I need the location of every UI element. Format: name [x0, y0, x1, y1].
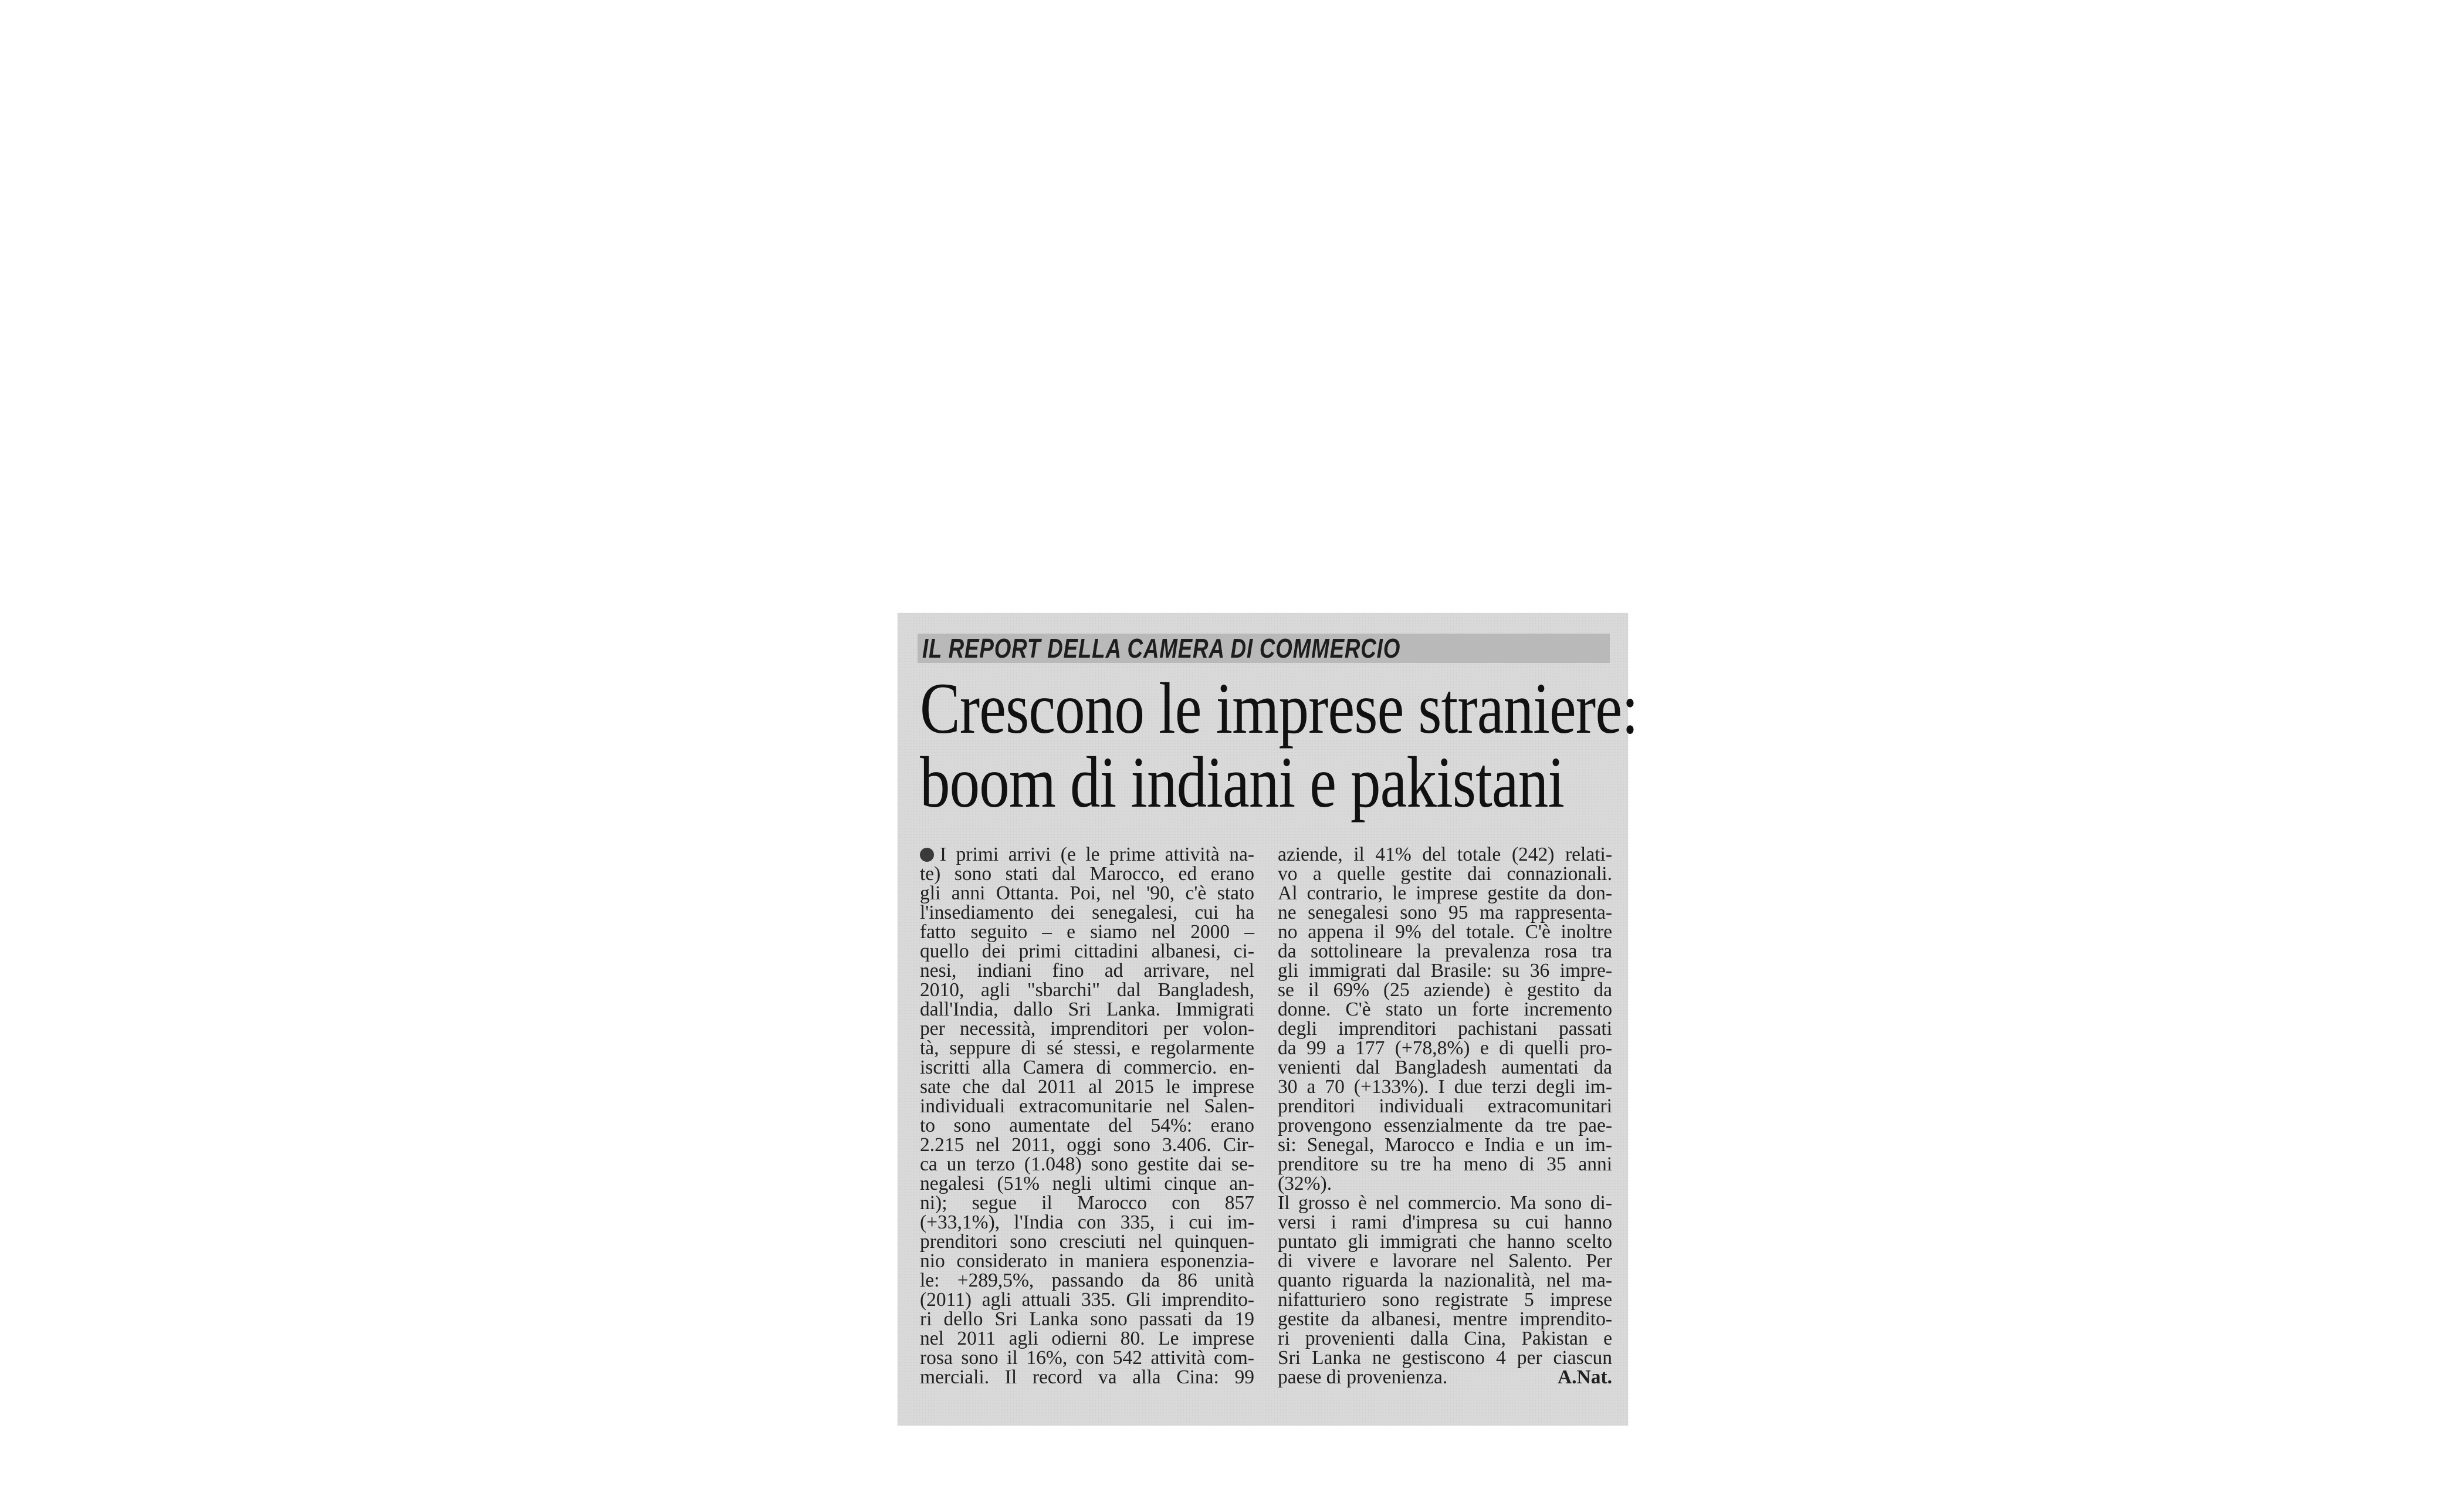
text-line: se il 69% (25 aziende) è gestito da — [1278, 979, 1612, 1001]
newspaper-clipping — [898, 613, 1638, 1426]
headline — [920, 668, 1785, 823]
text-line: Sri Lanka ne gestiscono 4 per ciascun — [1278, 1347, 1612, 1369]
text-line: individuali extracomunitarie nel Salen- — [920, 1095, 1254, 1117]
text-line: nel 2011 agli odierni 80. Le imprese — [920, 1328, 1254, 1349]
text-line: degli imprenditori pachistani passati — [1278, 1018, 1612, 1040]
text-line: no appena il 9% del totale. C'è inoltre — [1278, 921, 1612, 943]
text-line: nifatturiero sono registrate 5 imprese — [1278, 1289, 1612, 1311]
text-line: 2010, agli "sbarchi" dal Bangladesh, — [920, 979, 1254, 1001]
text-line: prenditori sono cresciuti nel quinquen- — [920, 1231, 1254, 1253]
text-line: iscritti alla Camera di commercio. en- — [920, 1057, 1254, 1078]
text-line: fatto seguito – e siamo nel 2000 – — [920, 921, 1254, 943]
text-line: merciali. Il record va alla Cina: 99 — [920, 1366, 1254, 1388]
text-line: prenditore su tre ha meno di 35 anni — [1278, 1153, 1612, 1175]
headline-line: boom di indiani e pakistani — [920, 742, 1565, 823]
headline-line: Crescono le imprese straniere: — [920, 668, 1638, 749]
text-line: 30 a 70 (+133%). I due terzi degli im- — [1278, 1076, 1612, 1098]
kicker-text: IL REPORT DELLA CAMERA DI COMMERCIO — [922, 633, 1401, 664]
text-line: I primi arrivi (e le prime attività na- — [920, 845, 1254, 864]
text-line: paese di provenienza. A.Nat. — [1278, 1366, 1612, 1388]
text-line: Il grosso è nel commercio. Ma sono di- — [1278, 1192, 1612, 1214]
text-line: di vivere e lavorare nel Salento. Per — [1278, 1250, 1612, 1272]
text-line: donne. C'è stato un forte incremento — [1278, 999, 1612, 1020]
text-line: (+33,1%), l'India con 335, i cui im- — [920, 1211, 1254, 1233]
text-line: quello dei primi cittadini albanesi, ci- — [920, 940, 1254, 962]
text-line: te) sono stati dal Marocco, ed erano — [920, 863, 1254, 885]
text-line: tà, seppure di sé stessi, e regolarmente — [920, 1037, 1254, 1059]
text-line: ni); segue il Marocco con 857 — [920, 1192, 1254, 1214]
text-line: to sono aumentate del 54%: erano — [920, 1115, 1254, 1136]
text-line: prenditori individuali extracomunitari — [1278, 1095, 1612, 1117]
text-line: ne senegalesi sono 95 ma rappresenta- — [1278, 902, 1612, 923]
author-signature: A.Nat. — [1557, 1366, 1612, 1388]
text-line: sate che dal 2011 al 2015 le imprese — [920, 1076, 1254, 1098]
text-line: (32%). — [1278, 1173, 1332, 1194]
article-column-right — [1278, 845, 1612, 1387]
text-line: rosa sono il 16%, con 542 attività com- — [920, 1347, 1254, 1369]
text-line: ri dello Sri Lanka sono passati da 19 — [920, 1308, 1254, 1330]
text-line: Al contrario, le imprese gestite da don- — [1278, 882, 1612, 904]
text-line: da sottolineare la prevalenza rosa tra — [1278, 940, 1612, 962]
text-line: da 99 a 177 (+78,8%) e di quelli pro- — [1278, 1037, 1612, 1059]
text-line: venienti dal Bangladesh aumentati da — [1278, 1057, 1612, 1078]
text-line: puntato gli immigrati che hanno scelto — [1278, 1231, 1612, 1253]
text-line: ca un terzo (1.048) sono gestite dai se- — [920, 1153, 1254, 1175]
article-column-left — [920, 845, 1254, 1387]
text-line: dall'India, dallo Sri Lanka. Immigrati — [920, 999, 1254, 1020]
text-line: si: Senegal, Marocco e India e un im- — [1278, 1134, 1612, 1156]
text-line: provengono essenzialmente da tre paе- — [1278, 1115, 1612, 1136]
text-line: gli immigrati dal Brasile: su 36 impre- — [1278, 960, 1612, 981]
text-line: l'insediamento dei senegalesi, cui ha — [920, 902, 1254, 923]
text-line: aziende, il 41% del totale (242) relati- — [1278, 844, 1612, 865]
text-line: negalesi (51% negli ultimi cinque an- — [920, 1173, 1254, 1194]
text-line: ri provenienti dalla Cina, Pakistan e — [1278, 1328, 1612, 1349]
text-line: 2.215 nel 2011, oggi sono 3.406. Cir- — [920, 1134, 1254, 1156]
text-line: (2011) agli attuali 335. Gli imprendito- — [920, 1289, 1254, 1311]
text-line: quanto riguarda la nazionalità, nel ma- — [1278, 1270, 1612, 1291]
text-line: vo a quelle gestite dai connazionali. — [1278, 863, 1612, 885]
text-line: nesi, indiani fino ad arrivare, nel — [920, 960, 1254, 981]
text-line: gestite da albanesi, mentre imprendito- — [1278, 1308, 1612, 1330]
text-line: nio considerato in maniera esponenzia- — [920, 1250, 1254, 1272]
text-line: per necessità, imprenditori per volon- — [920, 1018, 1254, 1040]
text-line: le: +289,5%, passando da 86 unità — [920, 1270, 1254, 1291]
kicker-band — [918, 634, 1610, 663]
bullet-icon — [920, 848, 934, 862]
text-line: versi i rami d'impresa su cui hanno — [1278, 1211, 1612, 1233]
text-line: gli anni Ottanta. Poi, nel '90, c'è stato — [920, 882, 1254, 904]
